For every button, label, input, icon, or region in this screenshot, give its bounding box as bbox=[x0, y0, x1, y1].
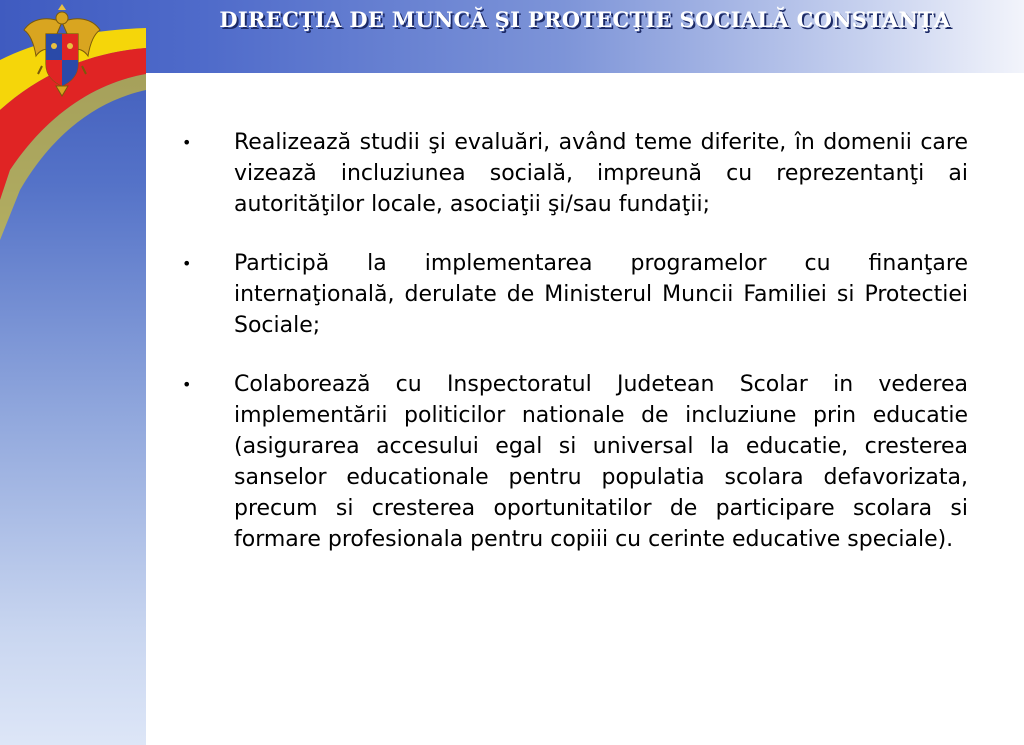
list-item-text: Colaborează cu Inspectoratul Judetean Scolar in vederea implementării politicilor nationale de incluziune prin educatie (asigurarea accesului egal si universal la educatie, cresterea sanselor educationale pentru populatia scolara defavorizata, precum si cresterea oportunitatilor de participare scolara si formare profesionala pentru copiii cu cerinte educative speciale). bbox=[234, 372, 968, 552]
romanian-coat-of-arms-icon bbox=[22, 4, 102, 100]
bullet-icon: • bbox=[182, 133, 192, 152]
bullet-list bbox=[176, 127, 968, 583]
page-title: DIRECŢIA DE MUNCĂ ŞI PROTECŢIE SOCIALĂ CONSTANŢA bbox=[219, 7, 951, 32]
list-item bbox=[176, 248, 968, 341]
bullet-icon: • bbox=[182, 375, 192, 394]
bullet-icon: • bbox=[182, 254, 192, 273]
list-item bbox=[176, 127, 968, 220]
list-item-text: Realizează studii şi evaluări, având teme diferite, în domenii care vizează incluziunea socială, impreună cu reprezentanţi ai autorităţilor locale, asociaţii şi/sau fundaţii; bbox=[234, 130, 968, 217]
list-item-text: Participă la implementarea programelor cu finanţare internaţională, derulate de Ministerul Muncii Familiei si Protectiei Sociale; bbox=[234, 251, 968, 338]
list-item bbox=[176, 369, 968, 555]
